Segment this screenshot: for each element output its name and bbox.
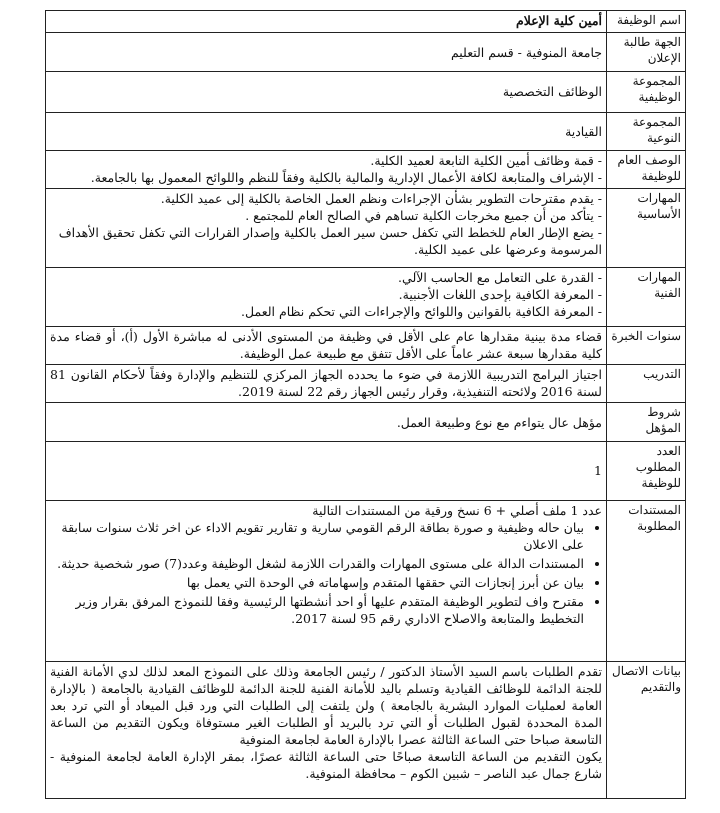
document-item: • مقترح واف لتطوير الوظيفة المتقدم عليها أو احد أنشطتها الرئيسية وفقا للنموذج المرفق بقرار وزير التخطيط والمتابعة والاصلاح الاداري رقم 95 لسنة 2017.	[50, 593, 584, 627]
row-job-title	[46, 11, 686, 33]
value-documents	[46, 500, 607, 661]
value-experience: قضاء مدة بينية مقدارها عام على الأقل في وظيفة من المستوى الأدنى له مباشرة الأول (أ)، أو قضاء مدة كلية مقدارها سبعة عشر عاماً على الأقل تتفق مع طبيعة عمل الوظيفة.	[46, 327, 607, 365]
skill-line: - يضع الإطار العام للخطط التي تكفل حسن سير العمل بالكلية وإصدار القرارات التي تكفل تحقيق الأهداف المرسومة وعرضها على عميد الكلية.	[58, 224, 602, 257]
label-job-title: اسم الوظيفة	[607, 11, 686, 33]
row-advertiser	[46, 33, 686, 72]
document-item: • بيان حاله وظيفية و صورة بطاقة الرقم القومي سارية و تقارير تقويم الاداء عن اخر ثلاث سنوات سابقة على الاعلان	[50, 519, 584, 553]
document-item: • المستندات الدالة على مستوى المهارات والقدرات اللازمة لشغل الوظيفة وعدد(7) صور شخصية حديثة.	[50, 555, 584, 572]
value-count: 1	[46, 442, 607, 501]
label-documents: المستندات المطلوبة	[607, 500, 686, 661]
value-qualification: مؤهل عال يتواءم مع نوع وطبيعة العمل.	[46, 403, 607, 442]
label-count: العدد المطلوب للوظيفة	[607, 442, 686, 501]
value-functional-group: الوظائف التخصصية	[46, 71, 607, 112]
row-qualification	[46, 403, 686, 442]
row-qualitative-group	[46, 112, 686, 151]
label-functional-group: المجموعة الوظيفية	[607, 71, 686, 112]
label-basic-skills: المهارات الأساسية	[607, 188, 686, 267]
row-general-description	[46, 151, 686, 189]
value-job-title: أمين كلية الإعلام	[46, 11, 607, 33]
row-experience	[46, 327, 686, 365]
label-technical-skills: المهارات الفنية	[607, 268, 686, 327]
documents-intro: عدد 1 ملف أصلي + 6 نسخ ورقية من المستندات التالية	[312, 502, 602, 518]
document-item: • بيان عن أبرز إنجازات التي حققها المتقدم وإسهاماته في الوحدة التي يعمل بها	[50, 574, 584, 591]
skill-line: - المعرفة الكافية بإحدى اللغات الأجنبية.	[398, 287, 602, 303]
value-technical-skills	[46, 268, 607, 327]
skill-line: - يتأكد من أن جميع مخرجات الكلية تساهم في الصالح العام للمجتمع .	[245, 207, 602, 223]
label-experience: سنوات الخبرة	[607, 327, 686, 365]
contact-paragraph: تقدم الطلبات باسم السيد الأستاذ الدكتور / رئيس الجامعة وذلك على النموذج المعد لذلك لدي الأمانة الفنية للجنة الدائمة للوظائف القيادية وتسلم باليد للأمانة الفنية للجنة الدائمة للوظائف القيادية بالجامعة ( بالإدارة العامة لعمليات الموارد البشرية بالجامعة ) ولن يلتفت إلى الطلبات التي ورد قبل الميعاد أو التي ترد بعد المدة المحددة لقبول الطلبات أو التي ترد بالبريد أو الطلبات الغير مستوفاة ويكون التقديم من الساعة التاسعة صباحا حتى الساعة الثالثة عصرا بالإدارة العامة لجامعة المنوفية	[50, 663, 602, 747]
skill-line: - يقدم مقترحات التطوير بشأن الإجراءات ونظم العمل الخاصة بالكلية إلى عميد الكلية.	[160, 190, 602, 206]
row-basic-skills	[46, 188, 686, 267]
value-training: اجتياز البرامج التدريبية اللازمة في ضوء ما يحدده الجهاز المركزي للتنظيم والإدارة وفقاً لأحكام القانون 81 لسنة 2016 ولائحته التنفيذية، وقرار رئيس الجهاز رقم 22 لسنة 2019.	[46, 364, 607, 403]
skill-line: - المعرفة الكافية بالقوانين واللوائح والإجراءات التي تحكم نظام العمل.	[241, 304, 602, 320]
row-functional-group	[46, 71, 686, 112]
row-count	[46, 442, 686, 501]
value-contact	[46, 661, 607, 798]
value-advertiser: جامعة المنوفية - قسم التعليم	[46, 33, 607, 72]
row-training	[46, 364, 686, 403]
label-general-description: الوصف العام للوظيفة	[607, 151, 686, 189]
contact-paragraph: يكون التقديم من الساعة التاسعة صباحًا حتى الساعة الثالثة عصرًا، بمقر الإدارة العامة لجامعة المنوفية - شارع جمال عبد الناصر – شبين الكوم – محافظة المنوفية.	[50, 748, 602, 781]
label-training: التدريب	[607, 364, 686, 403]
value-basic-skills	[46, 188, 607, 267]
skill-line: - القدرة على التعامل مع الحاسب الآلي.	[398, 270, 602, 286]
label-contact: بيانات الاتصال والتقديم	[607, 661, 686, 798]
documents-list	[50, 519, 602, 627]
description-line: - الإشراف والمتابعة لكافة الأعمال الإدارية والمالية بالكلية وفقاً للنظم واللوائح المعمول بها بالجامعة.	[90, 170, 602, 186]
description-line: - قمة وظائف أمين الكلية التابعة لعميد الكلية.	[370, 153, 602, 169]
row-technical-skills	[46, 268, 686, 327]
value-general-description	[46, 151, 607, 189]
row-contact	[46, 661, 686, 798]
row-documents	[46, 500, 686, 661]
value-qualitative-group: القيادية	[46, 112, 607, 151]
label-qualification: شروط المؤهل	[607, 403, 686, 442]
label-qualitative-group: المجموعة النوعية	[607, 112, 686, 151]
job-announcement-table	[45, 10, 686, 799]
label-advertiser: الجهة طالبة الإعلان	[607, 33, 686, 72]
